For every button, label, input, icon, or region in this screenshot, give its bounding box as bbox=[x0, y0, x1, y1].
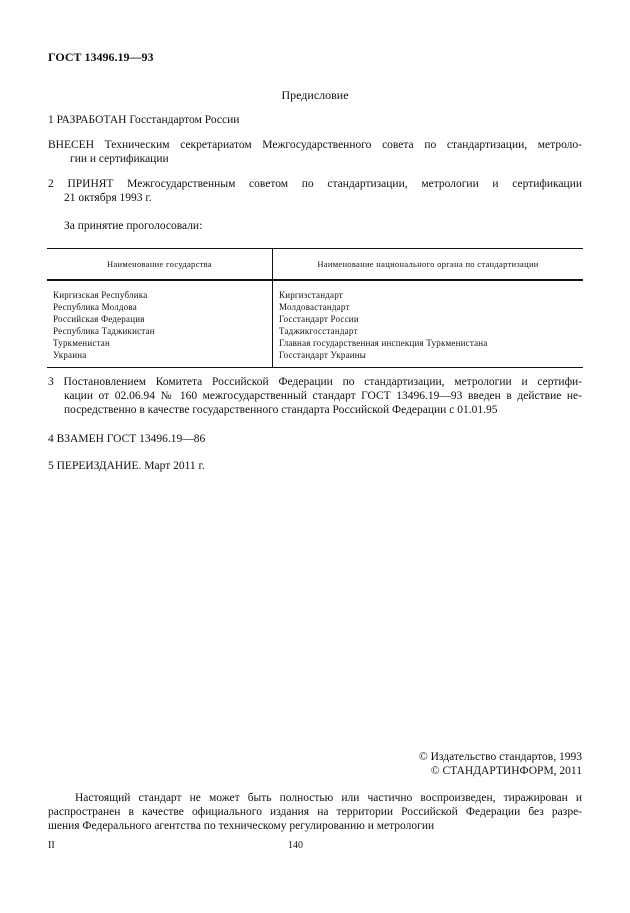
state-name: Туркменистан bbox=[53, 338, 110, 348]
item-reissue: 5 ПЕРЕИЗДАНИЕ. Март 2011 г. bbox=[48, 460, 205, 472]
item-resolution-line1: 3 Постановлением Комитета Российской Федерации по стандартизации, метрологии и сертифи- bbox=[48, 376, 582, 388]
item-introduced-line2: гии и сертификации bbox=[70, 153, 169, 165]
body-name: Киргизстандарт bbox=[279, 290, 343, 300]
document-code-header: ГОСТ 13496.19—93 bbox=[48, 50, 154, 64]
copyright-line: © Издательство стандартов, 1993 bbox=[418, 751, 582, 763]
legal-notice-line: Настоящий стандарт не может быть полностью или частично воспроизведен, тиражирован и bbox=[75, 792, 582, 804]
item-adopted-line2: 21 октября 1993 г. bbox=[64, 192, 152, 204]
legal-notice bbox=[48, 791, 582, 833]
body-name: Таджикгосстандарт bbox=[279, 326, 358, 336]
state-name: Киргизская Республика bbox=[53, 290, 148, 300]
legal-notice-line: распространен в качестве официального издания на территории Российской Федерации без разре- bbox=[48, 806, 582, 818]
state-column bbox=[47, 280, 273, 368]
item-introduced bbox=[48, 138, 582, 166]
copyright-line: © СТАНДАРТИНФОРМ, 2011 bbox=[430, 765, 582, 777]
table-header-row bbox=[47, 249, 583, 281]
page-number: 140 bbox=[288, 840, 303, 851]
state-name: Республика Молдова bbox=[53, 302, 137, 312]
copyright-block bbox=[419, 750, 582, 778]
legal-notice-line: шения Федерального агентства по техническому регулированию и метрологии bbox=[48, 820, 435, 832]
body-name: Главная государственная инспекция Туркменистана bbox=[279, 338, 488, 348]
state-name: Российская Федерация bbox=[53, 314, 145, 324]
standards-bodies-table bbox=[47, 248, 583, 368]
state-name: Украина bbox=[53, 350, 87, 360]
roman-page-number: II bbox=[48, 840, 55, 851]
section-title: Предисловие bbox=[281, 88, 349, 102]
table-row bbox=[47, 280, 583, 368]
item-resolution-line3: посредственно в качестве государственного стандарта Российской Федерации с 01.01.95 bbox=[64, 404, 498, 416]
item-resolution-line2: кации от 02.06.94 № 160 межгосударственный стандарт ГОСТ 13496.19—93 введен в действие не- bbox=[64, 390, 582, 402]
item-developed: 1 РАЗРАБОТАН Госстандартом России bbox=[48, 114, 240, 126]
item-introduced-line1: ВНЕСЕН Техническим секретариатом Межгосударственного совета по стандартизации, метроло- bbox=[48, 139, 582, 151]
item-replaced: 4 ВЗАМЕН ГОСТ 13496.19—86 bbox=[48, 433, 206, 445]
body-name: Молдовастандарт bbox=[279, 302, 350, 312]
item-adopted-line1: 2 ПРИНЯТ Межгосударственным советом по стандартизации, метрологии и сертификации bbox=[48, 178, 582, 190]
voted-caption: За принятие проголосовали: bbox=[64, 220, 203, 232]
table-header-body: Наименование национального органа по стандартизации bbox=[273, 249, 584, 281]
state-name: Республика Таджикистан bbox=[53, 326, 155, 336]
body-name: Госстандарт Украины bbox=[279, 350, 367, 360]
item-resolution bbox=[48, 375, 582, 417]
item-adopted bbox=[48, 177, 582, 205]
body-name: Госстандарт России bbox=[279, 314, 359, 324]
table-header-state: Наименование государства bbox=[47, 249, 273, 281]
body-column bbox=[273, 280, 584, 368]
